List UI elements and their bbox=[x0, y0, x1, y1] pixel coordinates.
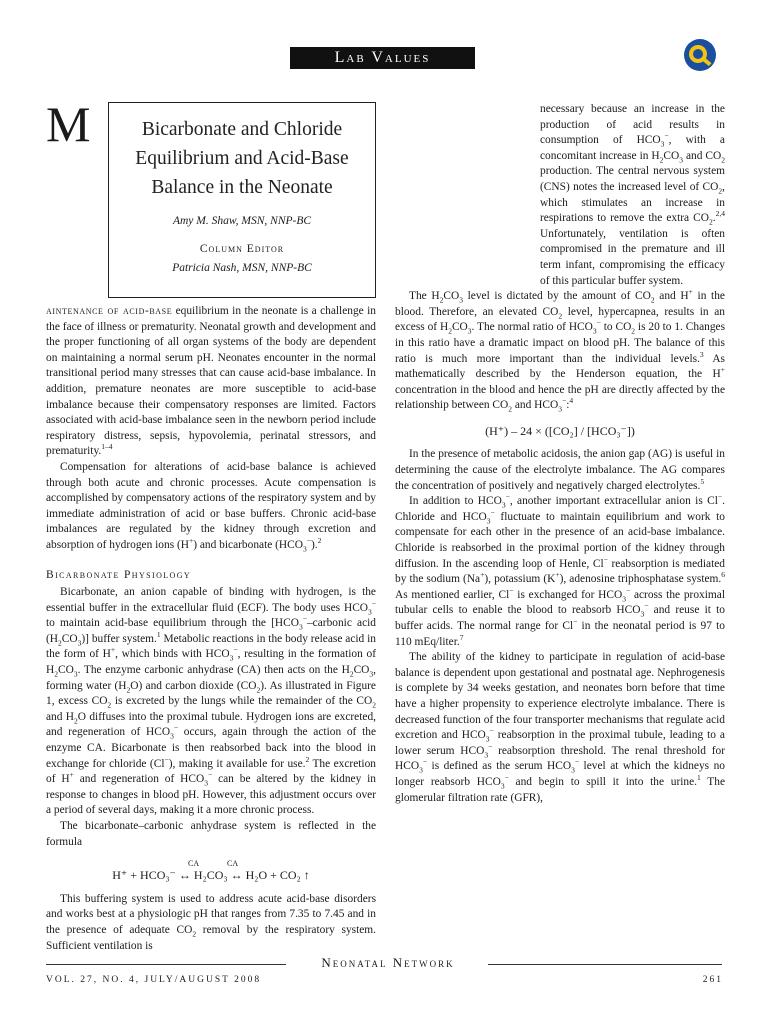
ca-label: CA bbox=[227, 859, 239, 869]
section-heading: Bicarbonate Physiology bbox=[46, 568, 192, 581]
paragraph: The $H_2CO_3$ level is dictated by the amount of $CO_2$ and H+ in the blood. Therefore, an elevated $CO_2$ level, hypercapnea, results in an excess of $H_2CO_3$. The normal ratio of $HCO_3^-$ to $CO_2$ is 20 to 1. Changes in this ratio have a dramatic impact on blood pH. The balance of this ratio is much more important than the individual levels.$^3$ As mathematically described by the Henderson equation, the H+ concentration in the blood and hence the pH are directly affected by the relationship between $CO_2$ and $HCO_3^-:^4$ bbox=[395, 287, 726, 414]
paragraph: This buffering system is used to address acute acid-base disorders and works best at a physiologic pH that ranges from 7.35 to 7.45 and in the presence of adequate $CO_2$ removal by the respiratory system. Sufficient ventilation is bbox=[46, 892, 376, 952]
paragraph: The bicarbonate–carbonic anhydrase system is reflected in the formula bbox=[46, 820, 376, 848]
column-editor-label: Column Editor bbox=[199, 242, 285, 255]
column-editor: Patricia Nash, MSN, NNP-BC bbox=[172, 262, 312, 275]
footer-rule bbox=[488, 964, 722, 965]
section-label: Lab Values bbox=[290, 47, 475, 69]
article-title: Bicarbonate and Chloride Equilibrium and Acid-Base Balance in the Neonate bbox=[135, 119, 349, 198]
column-logo-icon bbox=[683, 38, 717, 72]
title-box bbox=[108, 102, 376, 298]
footer-rule bbox=[46, 964, 286, 965]
paragraph: Bicarbonate, an anion capable of binding with hydrogen, is the essential buffer in the extracellular fluid (ECF). The body uses $HCO_3^-$ to maintain acid-base equilibrium through the [$HCO_3^-$–carbonic acid $(H_2CO_3)$] buffer system.$^1$ Metabolic reactions in the body release acid in the form of H+, which binds with $HCO_3^-$, resulting in the formation of $H_2CO_3$. The enzyme carbonic anhydrase (CA) then acts on the $H_2CO_3$, forming water $(H_2O)$ and carbon dioxide $(CO_2)$. As illustrated in Figure 1, excess $CO_2$ is excreted by the lungs while the remainder of the $CO_2$ and $H_2O$ diffuses into the proximal tubule. Hydrogen ions are excreted, and regeneration of $HCO_3^-$ occurs, again through the action of the enzyme CA. Bicarbonate is then reabsorbed back into the blood in exchange for chloride (Cl−), making it available for use.$^2$ The excretion of H+ and regeneration of $HCO_3^-$ can be altered by the kidney in response to changes in blood pH. However, this adjustment occurs over a period of several days, making it a more chronic process. bbox=[46, 586, 377, 817]
paragraph: necessary because an increase in the production of acid results in consumption of $HCO_3^-$, with a concomitant increase in $H_2CO_3$ and $CO_2$ production. The central nervous system (CNS) notes the increased level of $CO_2$, which stimulates an increase in respirations to remove the extra $CO_2.^{2,4}$ Unfortunately, ventilation is often compromised in the premature and ill term infant, compromising the efficacy of this particular buffer system. bbox=[540, 103, 725, 287]
paragraph: The ability of the kidney to participate in regulation of acid-base balance is dependent upon gestational and postnatal age. Nephrogenesis is complete by 34 weeks gestation, and neonates born before that time have a higher propensity to experience electrolyte imbalance. There is decreased function of the four transporter mechanisms that regulate acid excretion and $HCO_3^-$ reabsorption in the proximal tubule, leading to a lower serum $HCO_3^-$ reabsorption threshold. The renal threshold for $HCO_3^-$ is defined as the serum $HCO_3^-$ level at which the kidneys no longer reabsorb $HCO_3^-$ and begin to spill it into the urine.$^1$ The glomerular filtration rate (GFR), bbox=[395, 651, 726, 804]
henderson-equation: (H⁺) – 24 × ([CO₂] / [HCO₃⁻]) bbox=[485, 423, 635, 438]
drop-cap: M bbox=[46, 96, 91, 152]
paragraph: In addition to $HCO_3^-$, another important extracellular anion is Cl−. Chloride and $HCO_3^-$ fluctuate to maintain equilibrium and work to compensate for each other in the presence of an acid-base imbalance. Chloride is reabsorbed in the proximal portion of the kidney through diffusion. In the ascending loop of Henle, Cl− reabsorption is mediated by the sodium (Na+), potassium (K+), adenosine triphosphatase system.$^6$ As mentioned earlier, Cl− is exchanged for $HCO_3^-$ across the proximal tubular cells to enable the blood to reabsorb $HCO_3^-$ and reuse it to buffer acids. The normal range for Cl− in the neonatal period is 97 to 110 mEq/liter.$^7$ bbox=[395, 492, 726, 648]
page-number: 261 bbox=[702, 975, 723, 985]
left-column bbox=[46, 96, 377, 954]
intro-paragraph: M aintenance of acid-base equilibrium in the neonate is a challenge in the face of illness or prematurity. Neonatal growth and development and the proper functioning of all organ systems of the body are dependent on maintaining a normal serum pH. Neonates encounter in the normal transitional period many stresses that can cause acid-base imbalance. In addition, premature neonates are more susceptible to acid-base imbalance because their compensatory responses are limited. Factors associated with acid-base imbalance seen in the newborn period include respiratory distress, sepsis, hypovolemia, perinatal stressors, and prematurity.$^{1-4}$ bbox=[46, 96, 376, 458]
issue-info: VOL. 27, NO. 4, JULY/AUGUST 2008 bbox=[46, 975, 262, 985]
journal-name: Neonatal Network bbox=[321, 955, 455, 970]
right-column bbox=[395, 102, 725, 806]
ca-label: CA bbox=[188, 859, 200, 869]
article-author: Amy M. Shaw, MSN, NNP-BC bbox=[172, 215, 312, 227]
paragraph: Compensation for alterations of acid-base balance is achieved through both acute and chronic processes. Acute compensation is accomplished by compensatory actions of the respiratory system and by immediate administration of acid or base buffers. Chronic acid-base imbalances are regulated by the kidney through excretion and absorption of hydrogen ions (H+) and bicarbonate $(HCO_3^-).^2$ bbox=[46, 460, 376, 554]
buffer-formula: CA CA H⁺ + HCO₃⁻ ↔ H₂CO₃ ↔ H₂O + CO₂ ↑ bbox=[46, 868, 376, 884]
paragraph: In the presence of metabolic acidosis, the anion gap (AG) is useful in determining the cause of the electrolyte imbalance. The AG compares the concentration of positively and negatively charged electrolytes.$^5$ bbox=[395, 448, 725, 492]
